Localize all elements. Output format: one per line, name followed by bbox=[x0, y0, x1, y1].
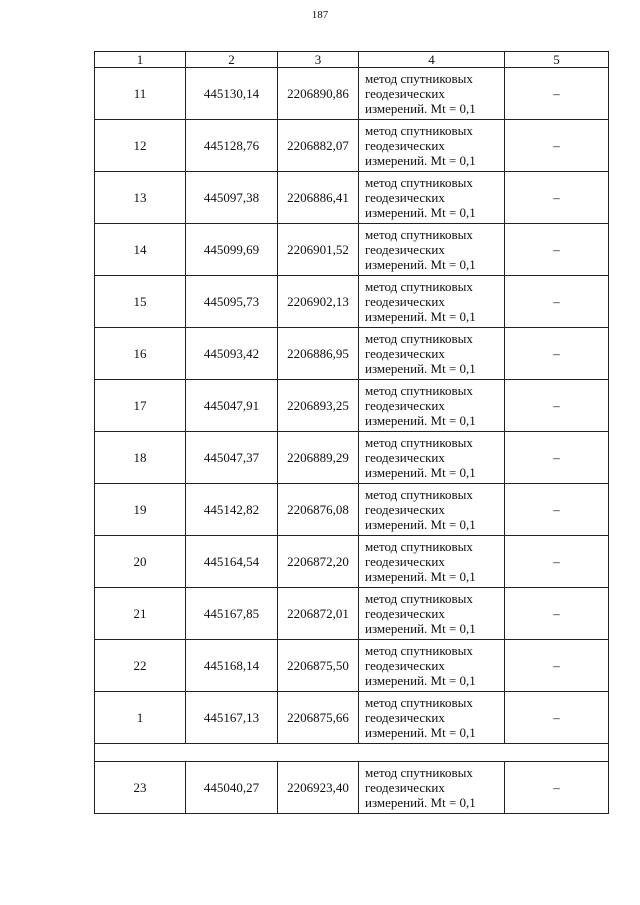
header-cell-1: 1 bbox=[95, 52, 186, 68]
table-row bbox=[95, 484, 609, 536]
method-cell bbox=[359, 120, 505, 172]
method-line: метод спутниковых bbox=[365, 643, 473, 658]
note-cell: – bbox=[505, 432, 609, 484]
method-cell bbox=[359, 172, 505, 224]
header-cell-4: 4 bbox=[359, 52, 505, 68]
note-cell: – bbox=[505, 328, 609, 380]
point-number-cell: 15 bbox=[95, 276, 186, 328]
method-line: геодезических bbox=[365, 606, 445, 621]
point-number-cell: 14 bbox=[95, 224, 186, 276]
method-line: геодезических bbox=[365, 242, 445, 257]
y-coordinate-cell: 2206901,52 bbox=[278, 224, 359, 276]
table-row bbox=[95, 328, 609, 380]
method-line: измерений. Mt = 0,1 bbox=[365, 361, 476, 376]
method-line: метод спутниковых bbox=[365, 383, 473, 398]
y-coordinate-cell: 2206875,50 bbox=[278, 640, 359, 692]
y-coordinate-cell: 2206902,13 bbox=[278, 276, 359, 328]
method-cell bbox=[359, 380, 505, 432]
method-line: измерений. Mt = 0,1 bbox=[365, 153, 476, 168]
spacer-row bbox=[95, 744, 609, 762]
table-row bbox=[95, 762, 609, 814]
method-line: геодезических bbox=[365, 780, 445, 795]
y-coordinate-cell: 2206886,95 bbox=[278, 328, 359, 380]
y-coordinate-cell: 2206923,40 bbox=[278, 762, 359, 814]
y-coordinate-cell: 2206872,01 bbox=[278, 588, 359, 640]
method-line: геодезических bbox=[365, 450, 445, 465]
table-row bbox=[95, 588, 609, 640]
header-cell-3: 3 bbox=[278, 52, 359, 68]
note-cell: – bbox=[505, 640, 609, 692]
method-line: метод спутниковых bbox=[365, 695, 473, 710]
y-coordinate-cell: 2206882,07 bbox=[278, 120, 359, 172]
method-cell bbox=[359, 692, 505, 744]
method-line: измерений. Mt = 0,1 bbox=[365, 257, 476, 272]
point-number-cell: 21 bbox=[95, 588, 186, 640]
method-cell bbox=[359, 328, 505, 380]
method-line: метод спутниковых bbox=[365, 331, 473, 346]
method-line: геодезических bbox=[365, 294, 445, 309]
method-cell bbox=[359, 224, 505, 276]
note-cell: – bbox=[505, 484, 609, 536]
x-coordinate-cell: 445168,14 bbox=[186, 640, 278, 692]
y-coordinate-cell: 2206876,08 bbox=[278, 484, 359, 536]
table-row bbox=[95, 692, 609, 744]
x-coordinate-cell: 445130,14 bbox=[186, 68, 278, 120]
method-cell bbox=[359, 762, 505, 814]
note-cell: – bbox=[505, 224, 609, 276]
x-coordinate-cell: 445097,38 bbox=[186, 172, 278, 224]
method-line: метод спутниковых bbox=[365, 175, 473, 190]
table-row bbox=[95, 68, 609, 120]
method-line: метод спутниковых bbox=[365, 227, 473, 242]
method-line: геодезических bbox=[365, 86, 445, 101]
point-number-cell: 23 bbox=[95, 762, 186, 814]
point-number-cell: 13 bbox=[95, 172, 186, 224]
point-number-cell: 20 bbox=[95, 536, 186, 588]
x-coordinate-cell: 445095,73 bbox=[186, 276, 278, 328]
point-number-cell: 1 bbox=[95, 692, 186, 744]
method-line: геодезических bbox=[365, 346, 445, 361]
y-coordinate-cell: 2206890,86 bbox=[278, 68, 359, 120]
coordinates-table bbox=[94, 51, 609, 814]
x-coordinate-cell: 445128,76 bbox=[186, 120, 278, 172]
note-cell: – bbox=[505, 762, 609, 814]
table-row bbox=[95, 172, 609, 224]
method-line: измерений. Mt = 0,1 bbox=[365, 465, 476, 480]
y-coordinate-cell: 2206893,25 bbox=[278, 380, 359, 432]
y-coordinate-cell: 2206889,29 bbox=[278, 432, 359, 484]
y-coordinate-cell: 2206886,41 bbox=[278, 172, 359, 224]
method-line: метод спутниковых bbox=[365, 539, 473, 554]
x-coordinate-cell: 445167,85 bbox=[186, 588, 278, 640]
method-line: метод спутниковых bbox=[365, 765, 473, 780]
method-line: измерений. Mt = 0,1 bbox=[365, 673, 476, 688]
table-row bbox=[95, 536, 609, 588]
note-cell: – bbox=[505, 380, 609, 432]
note-cell: – bbox=[505, 692, 609, 744]
point-number-cell: 17 bbox=[95, 380, 186, 432]
method-line: измерений. Mt = 0,1 bbox=[365, 569, 476, 584]
x-coordinate-cell: 445093,42 bbox=[186, 328, 278, 380]
x-coordinate-cell: 445047,91 bbox=[186, 380, 278, 432]
point-number-cell: 19 bbox=[95, 484, 186, 536]
method-cell bbox=[359, 432, 505, 484]
method-line: метод спутниковых bbox=[365, 487, 473, 502]
header-cell-5: 5 bbox=[505, 52, 609, 68]
method-line: измерений. Mt = 0,1 bbox=[365, 725, 476, 740]
table-row bbox=[95, 224, 609, 276]
point-number-cell: 22 bbox=[95, 640, 186, 692]
note-cell: – bbox=[505, 172, 609, 224]
method-line: метод спутниковых bbox=[365, 279, 473, 294]
page-number: 187 bbox=[311, 9, 329, 21]
method-cell bbox=[359, 276, 505, 328]
method-line: измерений. Mt = 0,1 bbox=[365, 101, 476, 116]
x-coordinate-cell: 445167,13 bbox=[186, 692, 278, 744]
method-line: геодезических bbox=[365, 138, 445, 153]
method-line: геодезических bbox=[365, 398, 445, 413]
method-line: метод спутниковых bbox=[365, 591, 473, 606]
method-line: измерений. Mt = 0,1 bbox=[365, 621, 476, 636]
header-row bbox=[95, 52, 609, 68]
method-line: геодезических bbox=[365, 554, 445, 569]
method-line: измерений. Mt = 0,1 bbox=[365, 413, 476, 428]
table-row bbox=[95, 120, 609, 172]
method-line: измерений. Mt = 0,1 bbox=[365, 517, 476, 532]
y-coordinate-cell: 2206875,66 bbox=[278, 692, 359, 744]
point-number-cell: 12 bbox=[95, 120, 186, 172]
table-row bbox=[95, 432, 609, 484]
method-cell bbox=[359, 588, 505, 640]
note-cell: – bbox=[505, 588, 609, 640]
y-coordinate-cell: 2206872,20 bbox=[278, 536, 359, 588]
spacer-cell bbox=[95, 744, 609, 762]
header-cell-2: 2 bbox=[186, 52, 278, 68]
method-cell bbox=[359, 536, 505, 588]
method-line: геодезических bbox=[365, 658, 445, 673]
note-cell: – bbox=[505, 276, 609, 328]
method-line: геодезических bbox=[365, 190, 445, 205]
method-line: метод спутниковых bbox=[365, 71, 473, 86]
method-cell bbox=[359, 68, 505, 120]
x-coordinate-cell: 445164,54 bbox=[186, 536, 278, 588]
note-cell: – bbox=[505, 536, 609, 588]
point-number-cell: 18 bbox=[95, 432, 186, 484]
method-cell bbox=[359, 484, 505, 536]
method-cell bbox=[359, 640, 505, 692]
method-line: геодезических bbox=[365, 710, 445, 725]
note-cell: – bbox=[505, 120, 609, 172]
table-row bbox=[95, 640, 609, 692]
method-line: геодезических bbox=[365, 502, 445, 517]
point-number-cell: 11 bbox=[95, 68, 186, 120]
x-coordinate-cell: 445040,27 bbox=[186, 762, 278, 814]
note-cell: – bbox=[505, 68, 609, 120]
table-row bbox=[95, 276, 609, 328]
x-coordinate-cell: 445099,69 bbox=[186, 224, 278, 276]
point-number-cell: 16 bbox=[95, 328, 186, 380]
method-line: метод спутниковых bbox=[365, 435, 473, 450]
method-line: измерений. Mt = 0,1 bbox=[365, 205, 476, 220]
method-line: измерений. Mt = 0,1 bbox=[365, 795, 476, 810]
method-line: метод спутниковых bbox=[365, 123, 473, 138]
method-line: измерений. Mt = 0,1 bbox=[365, 309, 476, 324]
x-coordinate-cell: 445047,37 bbox=[186, 432, 278, 484]
table-row bbox=[95, 380, 609, 432]
x-coordinate-cell: 445142,82 bbox=[186, 484, 278, 536]
